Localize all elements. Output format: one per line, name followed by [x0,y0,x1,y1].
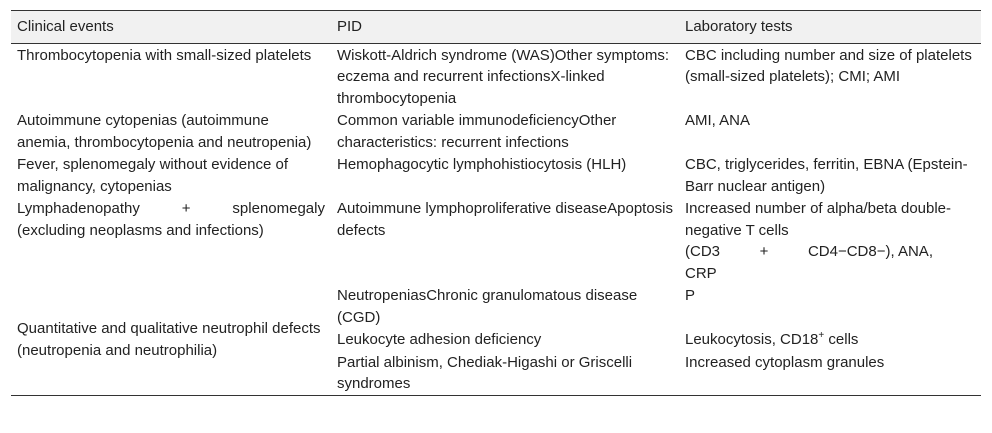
table-row [11,153,981,197]
lab-text: cells [824,331,859,348]
cell-laboratory-tests: CBC, triglycerides, ferritin, EBNA (Epstein-Barr nuclear antigen) [685,156,968,195]
table-row [11,43,981,109]
table-header-row [11,11,981,44]
cell-pid: Wiskott-Aldrich syndrome (WAS)Other symptoms: eczema and recurrent infectionsX-linked thrombocytopenia [337,46,669,107]
cell-pid: Partial albinism, Chediak-Higashi or Griscelli syndromes [337,353,633,392]
cell-pid: Common variable immunodeficiencyOther characteristics: recurrent infections [337,112,617,151]
clinical-event-line [17,198,325,220]
cell-clinical-event: Quantitative and qualitative neutrophil defects (neutropenia and neutrophilia) [17,320,321,359]
clinical-event-line: (excluding neoplasms and infections) [17,221,264,239]
header-clinical-events: Clinical events [17,18,114,35]
cell-pid: Autoimmune lymphoproliferative diseaseApoptosis defects [337,200,674,239]
cell-pid: NeutropeniasChronic granulomatous disease (CGD) [337,287,638,326]
cell-clinical-event [11,197,331,284]
lab-token: + [759,243,769,260]
event-plus: + [181,200,191,217]
cell-laboratory-tests: P [685,287,696,304]
lab-token: (CD3 [685,243,721,260]
event-word: splenomegaly [232,200,325,217]
cell-laboratory-tests [679,328,981,351]
cell-laboratory-tests: CBC including number and size of platelets (small-sized platelets); CMI; AMI [685,46,972,85]
cell-laboratory-tests: Increased cytoplasm granules [685,353,885,371]
lab-text: Leukocytosis, CD18 [685,331,819,348]
table-row [11,197,981,284]
header-laboratory-tests: Laboratory tests [685,18,793,35]
cell-laboratory-tests: AMI, ANA [685,112,751,129]
table-row [11,284,981,328]
cell-laboratory-tests [679,197,981,284]
pid-table [11,10,981,396]
lab-line: CRP [685,264,717,282]
cell-clinical-event: Fever, splenomegaly without evidence of malignancy, cytopenias [17,156,288,195]
cell-pid: Leukocyte adhesion deficiency [337,331,542,348]
event-word: Lymphadenopathy [17,200,140,217]
lab-token: CD4−CD8−), ANA, [807,243,933,260]
cell-clinical-event: Thrombocytopenia with small-sized platelets [17,46,312,64]
table-row [11,109,981,153]
lab-text: Increased number of alpha/beta double-negative T cells [685,200,952,239]
superscript-plus: + [818,330,825,341]
cell-pid: Hemophagocytic lymphohistiocytosis (HLH) [337,156,627,173]
cell-clinical-event: Autoimmune cytopenias (autoimmune anemia, thrombocytopenia and neutropenia) [17,112,312,151]
lab-line [685,241,933,263]
header-pid: PID [337,18,363,35]
table-container [11,10,981,396]
